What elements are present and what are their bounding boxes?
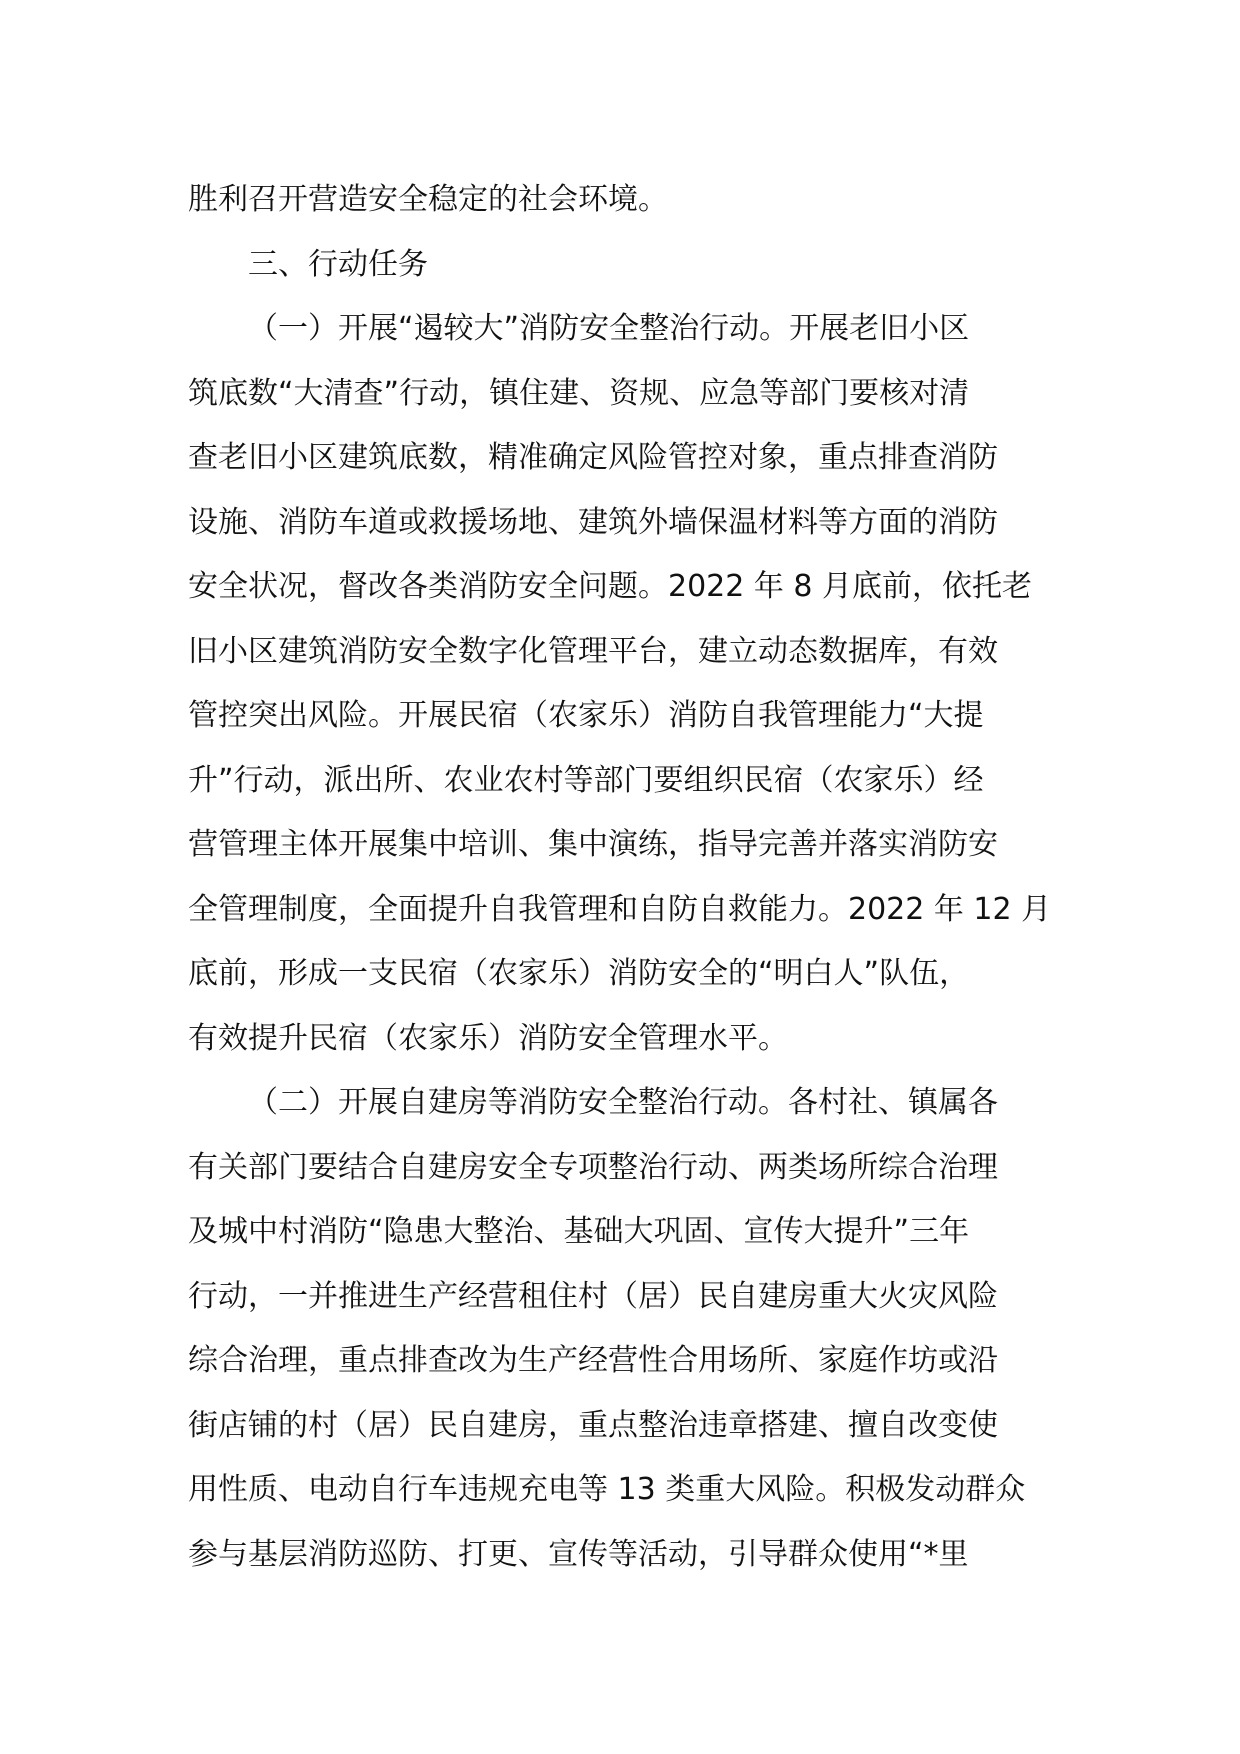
- text-line: 胜利召开营造安全稳定的社会环境。: [188, 182, 668, 217]
- paragraph-1-line: 有效提升民宿（农家乐）消防安全管理水平。: [188, 1020, 788, 1056]
- paragraph-2-line: （二）开展自建房等消防安全整治行动。各村社、镇属各: [248, 1085, 998, 1120]
- paragraph-2-line: 综合治理，重点排查改为生产经营性合用场所、家庭作坊或沿: [188, 1343, 998, 1378]
- paragraph-2-line: 有关部门要结合自建房安全专项整治行动、两类场所综合治理: [188, 1149, 998, 1185]
- paragraph-1-line: 升”行动，派出所、农业农村等部门要组织民宿（农家乐）经: [188, 762, 984, 798]
- paragraph-1-line: （一）开展“遏较大”消防安全整治行动。开展老旧小区: [248, 311, 970, 346]
- paragraph-1-line: 底前，形成一支民宿（农家乐）消防安全的“明白人”队伍，: [188, 956, 970, 991]
- paragraph-2-line: 参与基层消防巡防、打更、宣传等活动，引导群众使用“*里: [188, 1536, 969, 1572]
- paragraph-2-line: 及城中村消防“隐患大整治、基础大巩固、宣传大提升”三年: [188, 1214, 970, 1249]
- paragraph-1-line: 查老旧小区建筑底数，精准确定风险管控对象，重点排查消防: [188, 440, 998, 475]
- section-heading: 三、行动任务: [248, 246, 428, 282]
- paragraph-1-line: 营管理主体开展集中培训、集中演练，指导完善并落实消防安: [188, 827, 998, 862]
- document-body: [188, 168, 1058, 1587]
- paragraph-1-line: 安全状况，督改各类消防安全问题。2022 年 8 月底前，依托老: [188, 569, 1033, 604]
- paragraph-1-line: 旧小区建筑消防安全数字化管理平台，建立动态数据库，有效: [188, 633, 998, 669]
- paragraph-1-line: 筑底数“大清查”行动，镇住建、资规、应急等部门要核对清: [188, 375, 970, 411]
- paragraph-2-line: 用性质、电动自行车违规充电等 13 类重大风险。积极发动群众: [188, 1472, 1026, 1507]
- paragraph-1-line: 全管理制度，全面提升自我管理和自防自救能力。2022 年 12 月: [188, 891, 1052, 927]
- paragraph-1-line: 管控突出风险。开展民宿（农家乐）消防自我管理能力“大提: [188, 698, 984, 733]
- paragraph-2-line: 行动，一并推进生产经营租住村（居）民自建房重大火灾风险: [188, 1278, 998, 1314]
- paragraph-2-line: 街店铺的村（居）民自建房，重点整治违章搭建、擅自改变使: [188, 1407, 998, 1443]
- paragraph-1-line: 设施、消防车道或救援场地、建筑外墙保温材料等方面的消防: [188, 504, 998, 540]
